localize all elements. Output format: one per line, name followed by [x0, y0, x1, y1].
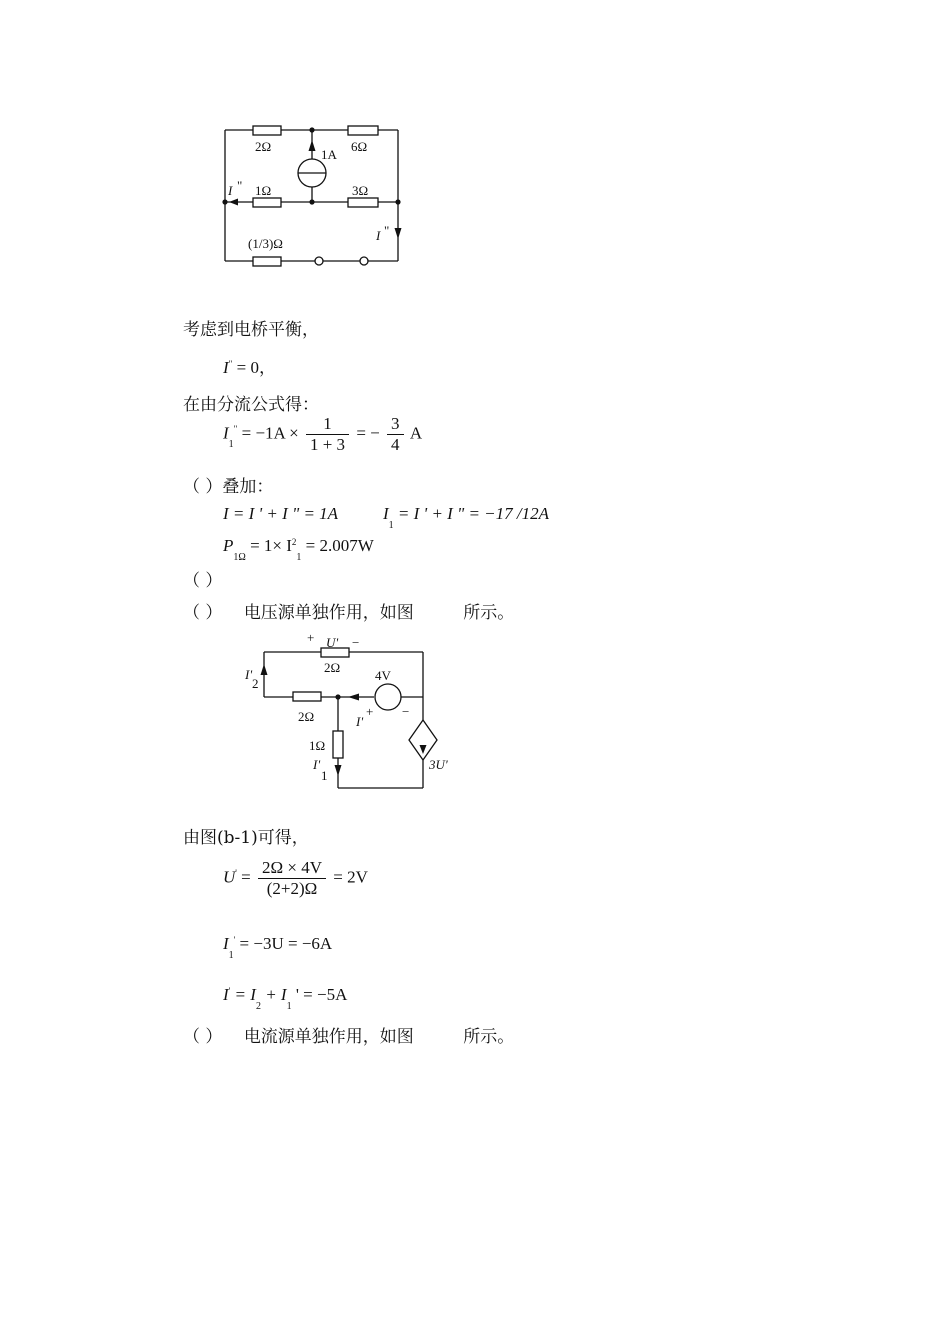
dependent-source-arrow-icon	[420, 745, 427, 754]
text-voltage-source-alone: （ ） 电压源单独作用，如图 所示。	[183, 603, 515, 623]
label-2ohm-top: 2Ω	[324, 660, 341, 675]
circuit-figure-1	[215, 118, 415, 273]
label-2ohm-mid: 2Ω	[298, 709, 315, 724]
text-current-source-alone: （ ） 电流源单独作用，如图 所示。	[183, 1027, 515, 1047]
current-arrow-left-icon	[229, 199, 238, 206]
fraction-one-over-four: $\frac{1}{1 + 3}$	[306, 414, 349, 455]
label-4V: 4V	[375, 668, 391, 683]
fraction-voltage-divider: $\frac{2\Omega \times 4V}{(2+2)\Omega}$	[258, 858, 326, 899]
i2-arrow-up-icon	[261, 664, 268, 675]
label-i-right: I	[376, 228, 381, 243]
label-i-left-mark: "	[237, 178, 243, 193]
label-i2-sub: 2	[252, 676, 259, 691]
source-arrow-icon	[309, 140, 316, 151]
label-1A: 1A	[321, 147, 337, 162]
label-1ohm: 1Ω	[255, 183, 272, 198]
label-i1-sub: 1	[321, 768, 328, 783]
label-3ohm: 3Ω	[352, 183, 369, 198]
text-current-divider: 在由分流公式得：	[183, 395, 319, 415]
text-superposition: （ ）叠加：	[183, 477, 274, 497]
equation-power: $P_{1\Omega} = 1\times I^2_1 = 2.007W$	[223, 536, 374, 563]
equation-i1-prime: $I_1' = -3U = -6A$	[223, 934, 333, 961]
label-plus-top: +	[307, 630, 315, 645]
label-i1-prime: I'	[313, 757, 321, 772]
circuit-figure-2	[240, 628, 470, 798]
label-i-prime: I'	[356, 714, 364, 729]
text-paren-blank: （ ）	[183, 571, 223, 591]
label-i-right-mark: "	[384, 223, 390, 238]
fraction-three-quarters: $\frac{3}{4}$	[387, 414, 404, 455]
label-vs-minus: −	[402, 704, 410, 719]
label-third-ohm: (1/3)Ω	[248, 236, 283, 251]
label-i2-prime: I'	[245, 667, 253, 682]
label-2ohm-top: 2Ω	[255, 139, 272, 154]
equation-total-current: I = I ' + I " = 1A	[223, 504, 339, 523]
label-6ohm: 6Ω	[351, 139, 368, 154]
current-arrow-down-icon	[395, 228, 402, 239]
equation-i1-total: $I_1 = I$ ' + I " = −17 /12A	[383, 504, 550, 531]
text-bridge-balance: 考虑到电桥平衡，	[183, 320, 319, 340]
label-vs-plus: +	[366, 704, 374, 719]
label-i-left: I	[228, 183, 233, 198]
label-3u-prime: 3U'	[429, 757, 448, 772]
text-from-figure: 由图(b-1)可得，	[183, 828, 309, 848]
equation-i-prime-total: $I' = I_2 + I_1$ ' = −5A	[223, 985, 348, 1012]
label-1ohm: 1Ω	[309, 738, 326, 753]
equation-i-double-prime: I" = 0，	[223, 358, 276, 377]
equation-u-prime: U' = $\frac{2\Omega \times 4V}{(2+2)\Omega}$ = 2V	[223, 858, 368, 898]
label-minus-top: −	[352, 635, 360, 650]
equation-i1-double-prime: $I_1^" = -1A$ × $\frac{1}{1 + 3}$ = − $\frac{3}{4}$ A	[223, 414, 423, 454]
i1-arrow-down-icon	[335, 765, 342, 776]
i-prime-arrow-left-icon	[348, 694, 359, 701]
label-u-prime: U'	[326, 635, 339, 650]
